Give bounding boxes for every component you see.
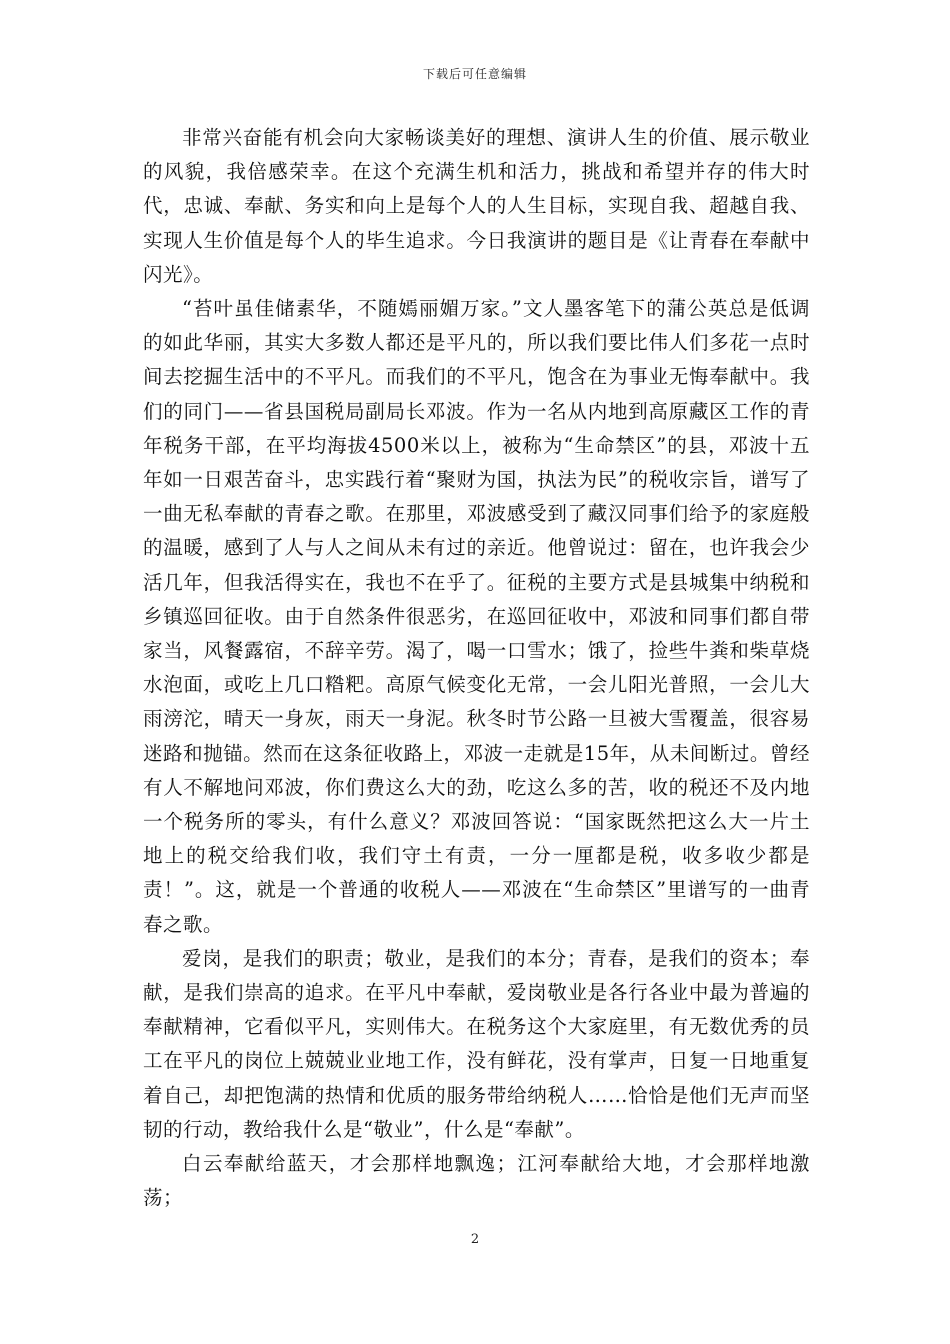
- page-header: 下载后可任意编辑: [422, 67, 527, 81]
- page-number: 2: [470, 1232, 480, 1247]
- paragraph-intro: 非常兴奋能有机会向大家畅谈美好的理想、演讲人生的价值、展示敬业的风貌，我倍感荣幸。在这个充满生机和活力，挑战和希望并存的伟大时代，忠诚、奉献、务实和向上是每个人的人生目标，实现自我、超越自我、实现人生价值是每个人的毕生追求。今日我演讲的题目是《让青春在奉献中闪光》。: [143, 126, 810, 286]
- paragraph-closing: 白云奉献给蓝天，才会那样地飘逸；江河奉献给大地，才会那样地激荡；: [143, 1152, 810, 1210]
- paragraph-dedication: 爱岗，是我们的职责；敬业，是我们的本分；青春，是我们的资本；奉献，是我们崇高的追求。在平凡中奉献，爱岗敬业是各行各业中最为普遍的奉献精神，它看似平凡，实则伟大。在税务这个大家庭里，有无数优秀的员工在平凡的岗位上兢兢业业地工作，没有鲜花，没有掌声，日复一日地重复着自己，却把饱满的热情和优质的服务带给纳税人……恰恰是他们无声而坚韧的行动，教给我什么是“敬业”，什么是“奉献”。: [143, 946, 810, 1141]
- document-body: [143, 121, 810, 1216]
- paragraph-dengbo-story: “苔叶虽佳储素华，不随嫣丽媚万家。”文人墨客笔下的蒲公英总是低调的如此华丽，其实大多数人都还是平凡的，所以我们要比伟人们多花一点时间去挖掘生活中的不平凡。而我们的不平凡，饱含在为事业无悔奉献中。我们的同门——省县国税局副局长邓波。作为一名从内地到高原藏区工作的青年税务干部，在平均海拔4500米以上，被称为“生命禁区”的县，邓波十五年如一日艰苦奋斗，忠实践行着“聚财为国，执法为民”的税收宗旨，谱写了一曲无私奉献的青春之歌。在那里，邓波感受到了藏汉同事们给予的家庭般的温暖，感到了人与人之间从未有过的亲近。他曾说过：留在，也许我会少活几年，但我活得实在，我也不在乎了。征税的主要方式是县城集中纳税和乡镇巡回征收。由于自然条件很恶劣，在巡回征收中，邓波和同事们都自带家当，风餐露宿，不辞辛劳。渴了，喝一口雪水；饿了，捡些牛粪和柴草烧水泡面，或吃上几口糌粑。高原气候变化无常，一会儿阳光普照，一会儿大雨滂沱，晴天一身灰，雨天一身泥。秋冬时节公路一旦被大雪覆盖，很容易迷路和抛锚。然而在这条征收路上，邓波一走就是15年，从未间断过。曾经有人不解地问邓波，你们费这么大的劲，吃这么多的苦，收的税还不及内地一个税务所的零头，有什么意义？邓波回答说：“国家既然把这么大一片土地上的税交给我们收，我们守土有责，一分一厘都是税，收多收少都是责！”。这，就是一个普通的收税人——邓波在“生命禁区”里谱写的一曲青春之歌。: [143, 297, 810, 936]
